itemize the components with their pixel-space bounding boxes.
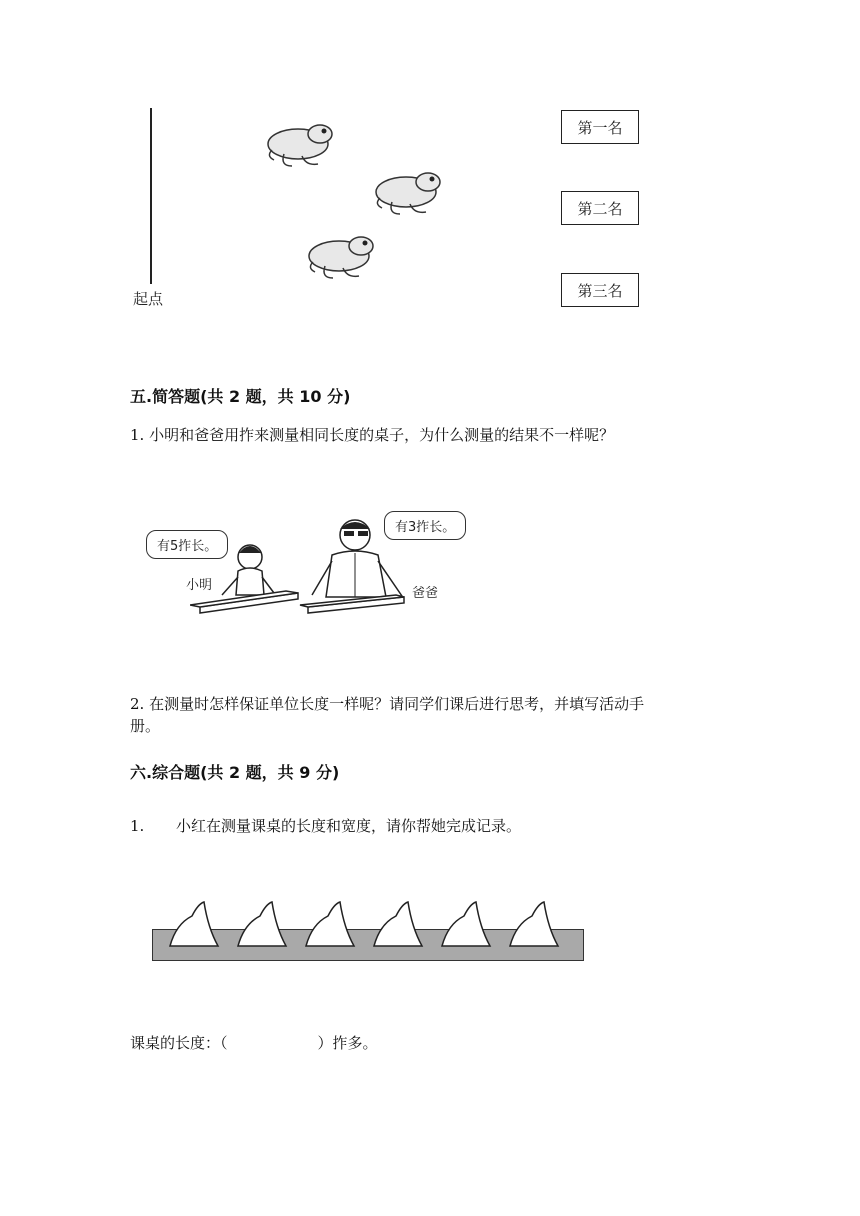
section-5-question-2-line-2: 册。 [130, 717, 161, 735]
rank-second-box: 第二名 [561, 191, 639, 225]
rank-third-box: 第三名 [561, 273, 639, 307]
hand-spans-image [152, 898, 584, 948]
answer-suffix: ）拃多。 [317, 1034, 378, 1052]
child-and-dad-image [190, 515, 430, 625]
frog-1-image [262, 120, 342, 170]
answer-line [130, 1032, 378, 1054]
section-5-question-2-line-1: 2. 在测量时怎样保证单位长度一样呢？请同学们课后进行思考，并填写活动手 [130, 695, 645, 713]
section-6-title: 六.综合题(共 2 题，共 9 分) [130, 763, 340, 782]
start-line [150, 108, 152, 284]
section-6-question-1: 小红在测量课桌的长度和宽度，请你帮她完成记录。 [176, 817, 522, 835]
label-dad: 爸爸 [412, 586, 439, 601]
answer-prefix: 课桌的长度：（ [130, 1034, 228, 1052]
start-label: 起点 [133, 290, 164, 308]
rank-first-box: 第一名 [561, 110, 639, 144]
label-xiaoming: 小明 [186, 578, 213, 593]
section-5-title: 五.简答题(共 2 题，共 10 分) [130, 387, 351, 406]
frog-2-image [370, 168, 450, 218]
section-6-question-1-number: 1. [130, 817, 145, 835]
speech-bubble-dad: 有3拃长。 [384, 511, 466, 540]
section-5-question-1: 1. 小明和爸爸用拃来测量相同长度的桌子，为什么测量的结果不一样呢？ [130, 426, 615, 444]
frog-3-image [303, 232, 383, 282]
speech-bubble-xiaoming: 有5拃长。 [146, 530, 228, 559]
